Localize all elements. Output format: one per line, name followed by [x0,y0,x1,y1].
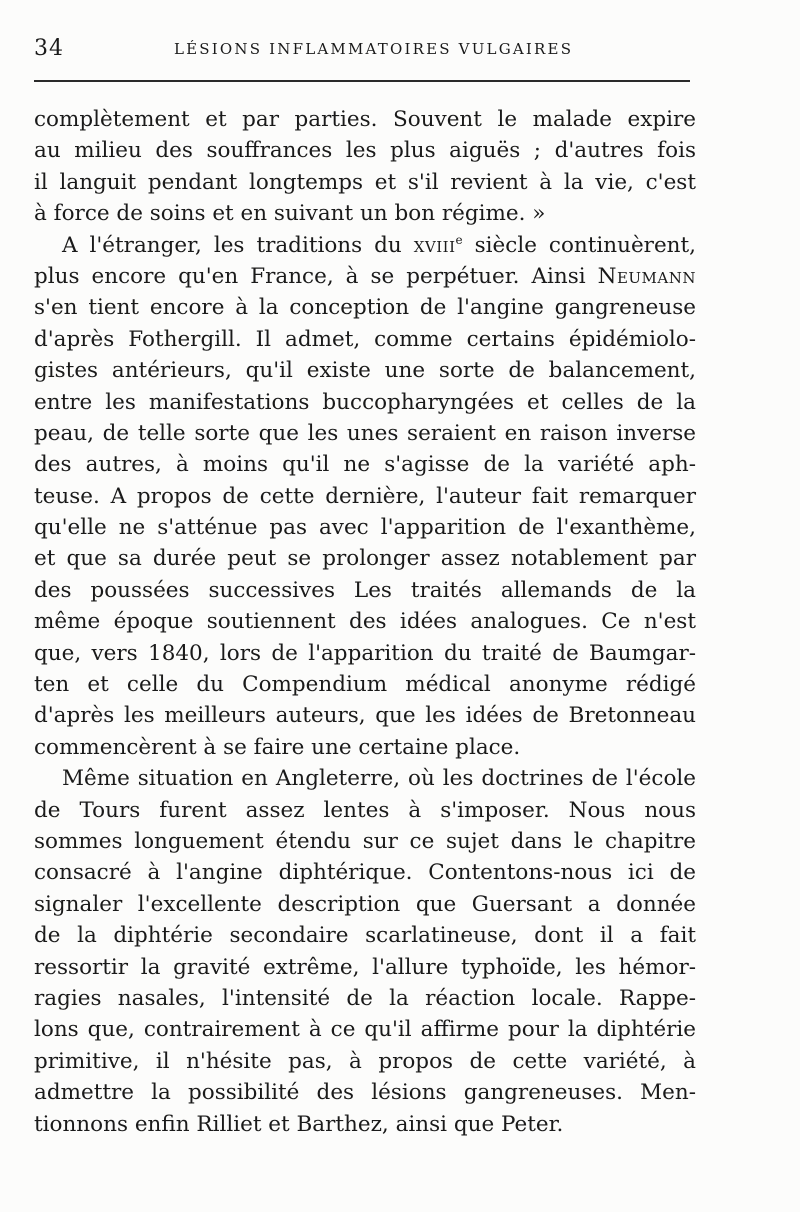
text-line: et que sa durée peut se prolonger assez notablement par [34,546,696,572]
running-title: LÉSIONS INFLAMMATOIRES VULGAIRES [174,40,574,58]
header-rule [34,80,690,82]
text-line: sommes longuement étendu sur ce sujet dans le chapitre [34,828,696,854]
text-line: s'en tient encore à la conception de l'angine gangreneuse [34,295,696,321]
century-numeral: xviii [413,232,456,258]
text-line: lons que, contrairement à ce qu'il affirme pour la diphtérie [34,1017,696,1043]
text-line: d'après les meilleurs auteurs, que les idées de Bretonneau [34,703,696,729]
text-line: ressortir la gravité extrême, l'allure typhoïde, les hémor- [34,954,696,980]
text-line: admettre la possibilité des lésions gangreneuses. Men- [34,1080,696,1106]
text-line: complètement et par parties. Souvent le malade expire [34,107,696,132]
running-header [34,36,694,62]
text-line: que, vers 1840, lors de l'apparition du traité de Baumgar- [34,640,696,666]
text-line: ragies nasales, l'intensité de la réaction locale. Rappe- [34,985,696,1011]
text-line: il languit pendant longtemps et s'il revient à la vie, c'est [34,169,696,195]
text-line: peau, de telle sorte que les unes seraient en raison inverse [34,420,696,446]
text-line: même époque soutiennent des idées analogues. Ce n'est [34,609,696,635]
author-name: Neumann [597,263,696,289]
text-line: commencèrent à se faire une certaine place. [34,734,521,760]
body-text [34,104,696,1140]
text-line: signaler l'excellente description que Guersant a donnée [34,891,696,917]
text-line: de Tours furent assez lentes à s'imposer. Nous nous [34,797,696,823]
text-line: Même situation en Angleterre, où les doctrines de l'école [62,766,696,792]
text-line: d'après Fothergill. Il admet, comme certains épidémiolo- [34,326,696,352]
text-line: au milieu des souffrances les plus aiguës ; d'autres fois [34,138,696,164]
text-line: primitive, il n'hésite pas, à propos de cette variété, à [34,1048,696,1074]
text-line: consacré à l'angine diphtérique. Contentons-nous ici de [34,860,696,886]
text-line [34,230,696,261]
page-number: 34 [34,36,64,61]
text-fragment: siècle continuèrent, [462,232,696,258]
text-line: à force de soins et en suivant un bon régime. » [34,201,546,227]
superscript: e [455,232,463,247]
text-line: teuse. A propos de cette dernière, l'auteur fait remarquer [34,483,696,509]
text-line [34,261,696,292]
text-line: des poussées successives Les traités allemands de la [34,577,696,603]
text-line: entre les manifestations buccopharyngées et celles de la [34,389,696,415]
text-line: tionnons enfin Rilliet et Barthez, ainsi que Peter. [34,1111,564,1137]
text-fragment: plus encore qu'en France, à se perpétuer. Ainsi [34,263,598,289]
text-line: gistes antérieurs, qu'il existe une sorte de balancement, [34,358,696,384]
text-line: ten et celle du Compendium médical anonyme rédigé [34,672,696,698]
text-line: des autres, à moins qu'il ne s'agisse de la variété aph- [34,452,696,478]
text-fragment: A l'étranger, les traditions du [62,232,414,258]
text-line: qu'elle ne s'atténue pas avec l'apparition de l'exanthème, [34,515,696,541]
text-line: de la diphtérie secondaire scarlatineuse, dont il a fait [34,923,696,949]
